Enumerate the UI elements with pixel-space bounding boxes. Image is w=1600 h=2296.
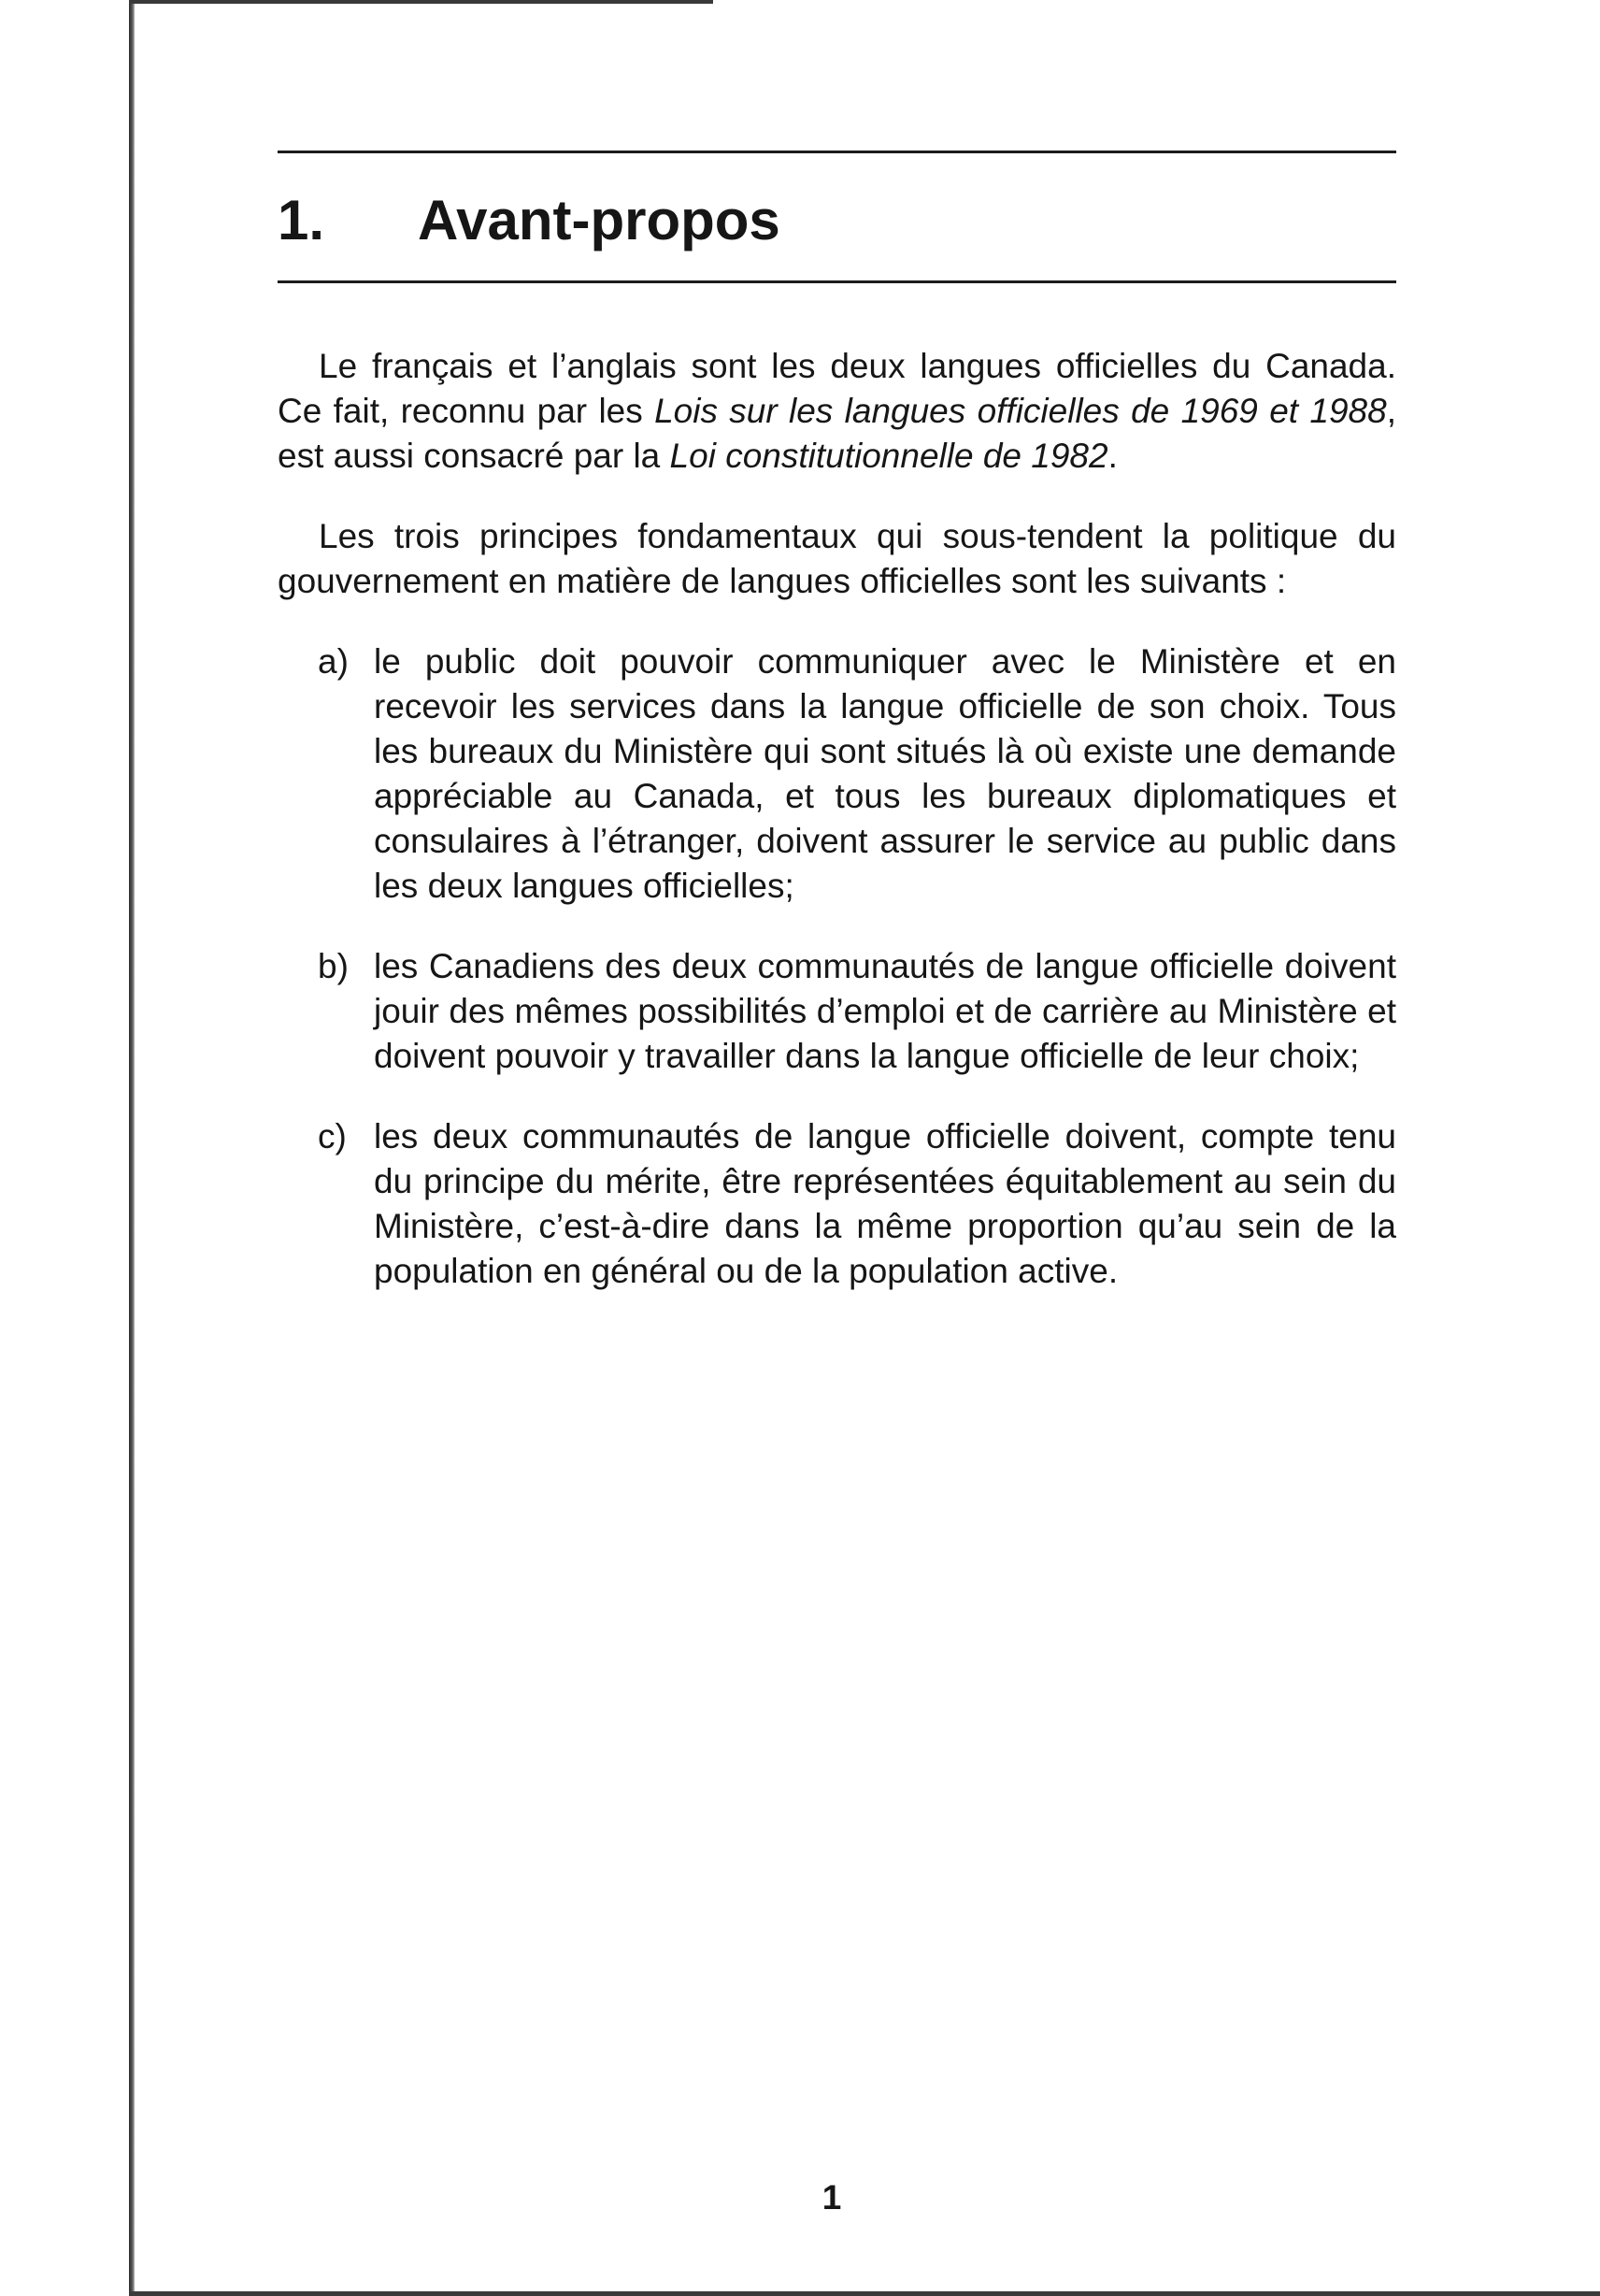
heading-rule-top <box>278 151 1396 153</box>
list-item-marker: c) <box>318 1117 347 1155</box>
page-number: 1 <box>821 2178 842 2217</box>
list-item-text: les Canadiens des deux communautés de langue officielle doivent jouir des mêmes possibilités d’emploi et de carrière au Ministère et doivent pouvoir y travailler dans la langue officielle de leur choix; <box>374 947 1396 1075</box>
list-item <box>318 639 1396 909</box>
section-heading <box>278 183 780 258</box>
page-bottom-edge <box>129 2291 1600 2296</box>
intro-italic-constitution: Loi constitutionnelle de 1982 <box>669 437 1108 475</box>
page-body <box>278 344 1396 1329</box>
binding-edge <box>129 0 135 2296</box>
intro-italic-laws: Lois sur les langues officielles de 1969 et 1988 <box>654 392 1387 430</box>
list-item-marker: b) <box>318 947 349 985</box>
principles-list <box>278 639 1396 1294</box>
intro-text-3: . <box>1107 437 1118 475</box>
list-item <box>318 944 1396 1079</box>
intro-text-2: , est aussi consacré par la <box>278 392 1396 475</box>
list-item <box>318 1114 1396 1294</box>
heading-rule-bottom <box>278 280 1396 283</box>
principles-intro-paragraph: Les trois principes fondamentaux qui sous-tendent la politique du gouvernement en matière de langues officielles sont les suivants : <box>278 517 1396 600</box>
list-item-text: le public doit pouvoir communiquer avec le Ministère et en recevoir les services dans la langue officielle de son choix. Tous les bureaux du Ministère qui sont situés là où existe une demande appréciable au Canada, et tous les bureaux diplomatiques et consulaires à l’étranger, doivent assurer le service au public dans les deux langues officielles; <box>374 642 1396 905</box>
list-item-text: les deux communautés de langue officielle doivent, compte tenu du principe du mérite, être représentées équitablement au sein du Ministère, c’est-à-dire dans la même proportion qu’au sein de la population en général ou de la population active. <box>374 1117 1396 1290</box>
list-item-marker: a) <box>318 642 349 681</box>
section-title: Avant-propos <box>418 189 780 251</box>
page-top-edge <box>129 0 713 4</box>
intro-paragraph <box>278 344 1396 479</box>
intro-text-1: Le français et l’anglais sont les deux langues officielles du Canada. Ce fait, reconnu par les <box>278 347 1396 430</box>
section-number: 1. <box>278 189 325 251</box>
